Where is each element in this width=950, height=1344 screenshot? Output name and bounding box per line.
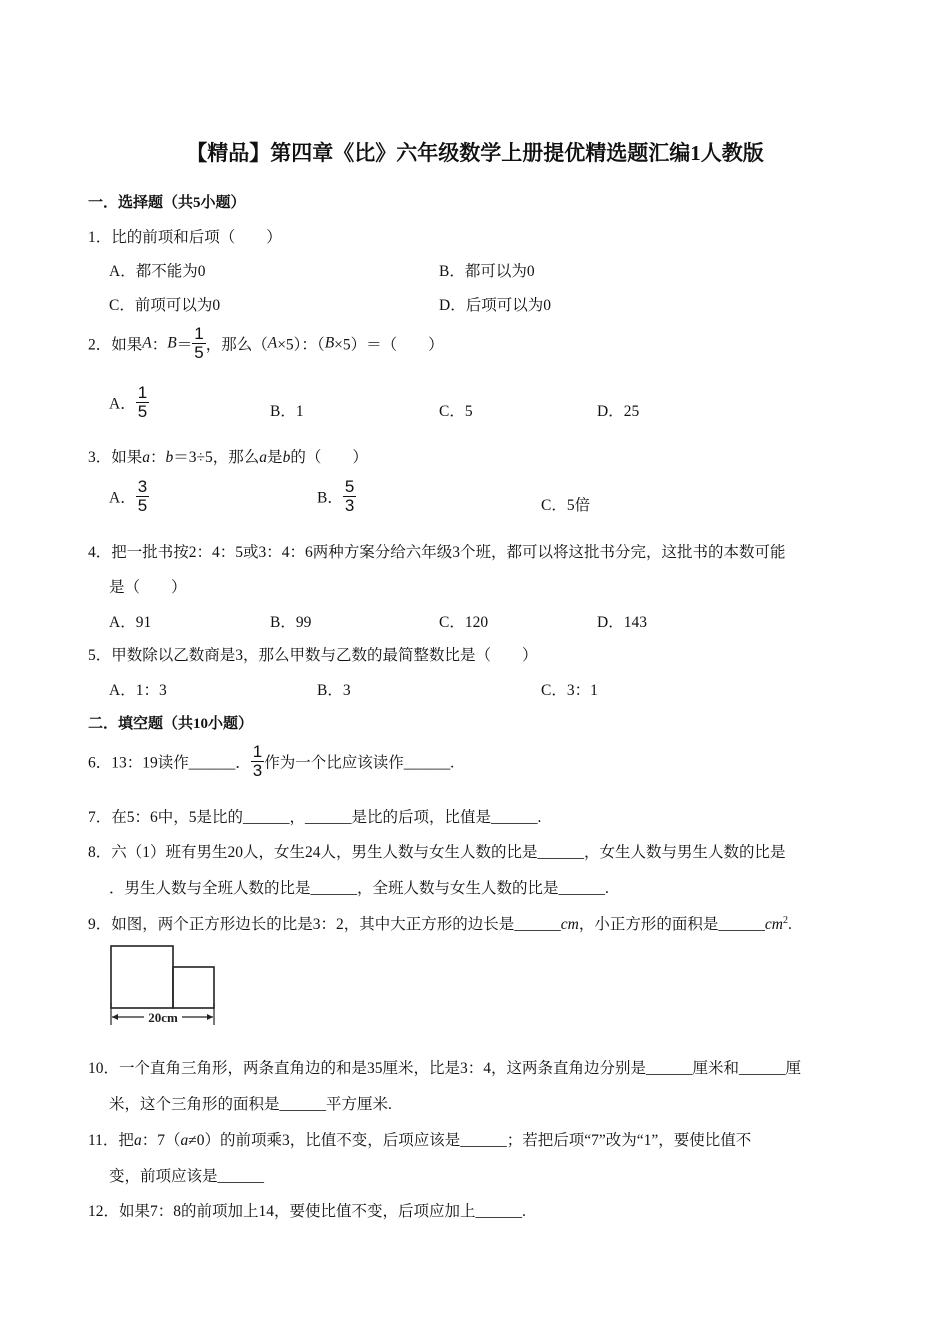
q9-text-pre: 9．如图，两个正方形边长的比是3：2，其中大正方形的边长是______ — [88, 916, 561, 933]
q3-option-b-num: 5 — [344, 477, 355, 496]
question-1-option-c: C．前项可以为0 — [109, 297, 221, 314]
q2-var-a: A — [142, 334, 152, 352]
question-3-option-c: C．5倍 — [541, 497, 591, 514]
q2-option-a-fraction — [136, 384, 149, 421]
question-4-option-b: B．99 — [270, 614, 312, 631]
question-2-option-b: B．1 — [270, 403, 304, 420]
question-8-line1: 8．六（1）班有男生20人，女生24人，男生人数与女生人数的比是______，女生人数与男生人数的比是 — [88, 844, 786, 861]
question-3-option-a — [109, 478, 149, 515]
q3-var-b: b — [165, 449, 174, 466]
question-12: 12．如果7：8的前项加上14，要使比值不变，后项应加上______. — [88, 1203, 526, 1220]
question-4-line1: 4．把一批书按2：4：5或3：4：6两种方案分给六年级3个班，都可以将这批书分完，这批书的本数可能 — [88, 544, 786, 561]
large-square — [111, 946, 173, 1008]
question-8-line2: ．男生人数与全班人数的比是______，全班人数与女生人数的比是______. — [109, 880, 609, 897]
question-2-stem — [88, 325, 444, 362]
q3-option-b-den: 3 — [344, 496, 355, 515]
q11-text-rest: ≠0）的前项乘3，比值不变，后项应该是______；若把后项“7”改为“1”，要使比值不 — [188, 1132, 752, 1149]
question-9 — [88, 912, 792, 934]
question-2-option-a — [109, 384, 149, 421]
page-title: 【精品】第四章《比》六年级数学上册提优精选题汇编1人教版 — [186, 141, 764, 165]
question-3-option-b — [317, 478, 356, 515]
q2-var-b2: B — [324, 334, 335, 352]
question-1-stem: 1．比的前项和后项（ ） — [88, 229, 282, 246]
q2-text-mid: ，那么（ — [205, 336, 268, 354]
question-4-option-d: D．143 — [597, 614, 647, 631]
question-2-option-d: D．25 — [597, 403, 640, 420]
q2-text-mid2: ×5）：（ — [277, 336, 325, 354]
q3-text-mid2: 是 — [267, 449, 283, 466]
q2-text-tail: ×5）＝（ ） — [334, 336, 444, 354]
question-11-line1 — [88, 1128, 751, 1150]
q9-text-end: . — [787, 916, 792, 933]
question-5-option-a: A．1：3 — [109, 682, 167, 699]
question-7: 7．在5：6中，5是比的______，______是比的后项，比值是______. — [88, 809, 542, 826]
dimension-label: 20cm — [148, 1010, 178, 1025]
q2-option-a-num: 1 — [137, 383, 148, 402]
question-1-option-a: A．都不能为0 — [109, 263, 206, 280]
q6-fraction-den: 3 — [252, 761, 263, 780]
q2-fraction-num: 1 — [194, 324, 204, 343]
q3-option-a-num: 3 — [137, 477, 148, 496]
q9-unit2: cm — [764, 916, 783, 933]
q9-text-mid: ，小正方形的面积是______ — [578, 916, 765, 933]
dimension-arrow-left — [112, 1014, 118, 1020]
question-11-line2: 变，前项应该是______ — [109, 1168, 265, 1185]
small-square — [173, 967, 214, 1008]
q3-option-a-label: A． — [109, 489, 136, 507]
q2-var-b: B — [167, 334, 177, 352]
q2-var-a2: A — [267, 334, 278, 352]
q3-option-b-label: B． — [317, 489, 343, 507]
q6-fraction — [251, 743, 264, 780]
question-2-option-c: C．5 — [439, 403, 473, 420]
q3-var-b2: b — [282, 449, 291, 466]
question-6 — [88, 743, 454, 780]
section-heading-fill: 二．填空题（共10小题） — [88, 716, 254, 732]
q3-text-num: 3．如果 — [88, 449, 143, 466]
question-5-option-c: C．3：1 — [541, 682, 598, 699]
q3-var-a2: a — [259, 449, 268, 466]
q3-text-mid: ＝3÷5，那么 — [173, 449, 260, 466]
q11-text-mid1: ：7（ — [141, 1132, 181, 1149]
q2-fraction-den: 5 — [194, 343, 204, 362]
question-5-option-b: B．3 — [317, 682, 351, 699]
q9-unit1: cm — [560, 916, 579, 933]
q2-option-a-den: 5 — [137, 402, 148, 421]
q6-text-pre: 6．13：19读作______． — [88, 754, 251, 772]
question-10-line1: 10．一个直角三角形，两条直角边的和是35厘米，比是3：4，这两条直角边分别是______厘米和______厘 — [88, 1060, 802, 1077]
q2-text-num: 2．如果 — [88, 336, 143, 354]
q2-option-a-label: A． — [109, 395, 136, 413]
question-10-line2: 米，这个三角形的面积是______平方厘米. — [109, 1096, 392, 1113]
q6-text-post: 作为一个比应该读作______. — [264, 754, 455, 772]
q2-fraction — [192, 325, 205, 362]
q9-squares-figure — [106, 943, 220, 1029]
q9-unit2-sup: 2 — [782, 914, 788, 926]
q3-var-a: a — [142, 449, 151, 466]
q11-var2: a — [180, 1132, 189, 1149]
q3-option-b-fraction — [343, 478, 356, 515]
question-4-line2: 是（ ） — [109, 579, 187, 596]
question-1-option-b: B．都可以为0 — [439, 263, 535, 280]
q6-fraction-num: 1 — [252, 742, 263, 761]
q2-text-colon: ： — [151, 336, 168, 354]
question-4-option-a: A．91 — [109, 614, 152, 631]
section-heading-choice: 一．选择题（共5小题） — [88, 195, 246, 211]
q3-option-a-fraction — [136, 478, 149, 515]
q3-text-colon: ： — [150, 449, 166, 466]
question-4-option-c: C．120 — [439, 614, 489, 631]
q3-option-a-den: 5 — [137, 496, 148, 515]
question-5-stem: 5．甲数除以乙数商是3，那么甲数与乙数的最简整数比是（ ） — [88, 647, 538, 664]
question-3-stem — [88, 445, 368, 467]
q11-text-pre: 11．把 — [88, 1132, 134, 1149]
q11-var1: a — [133, 1132, 142, 1149]
question-1-option-d: D．后项可以为0 — [439, 297, 551, 314]
q2-text-eq: ＝ — [176, 336, 193, 354]
dimension-arrow-right — [207, 1014, 213, 1020]
q3-text-tail: 的（ ） — [290, 449, 368, 466]
